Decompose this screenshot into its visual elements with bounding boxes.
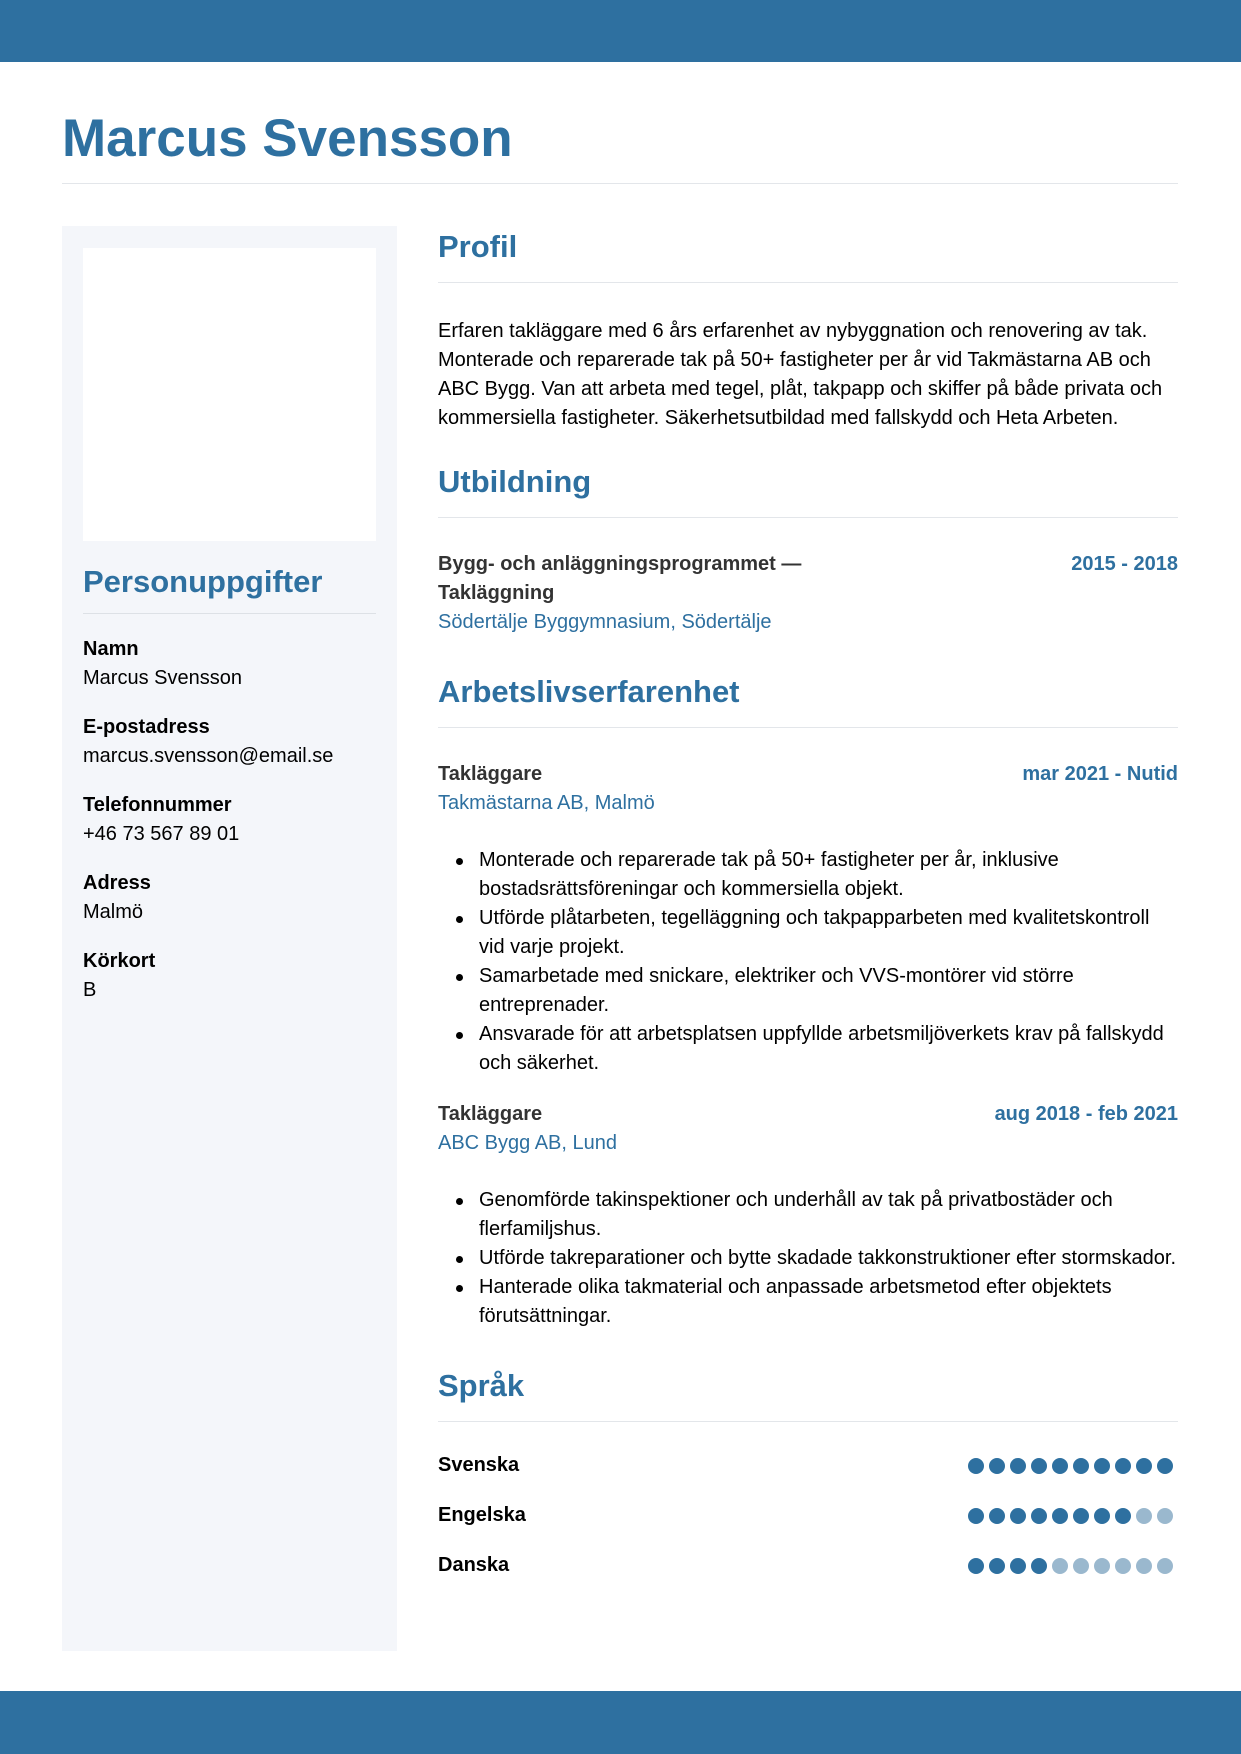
- profile-heading: Profil: [438, 229, 518, 264]
- level-dot-filled: [989, 1458, 1005, 1474]
- experience-entry: [438, 1100, 1178, 1331]
- education-heading: Utbildning: [438, 464, 592, 499]
- level-dot-filled: [989, 1508, 1005, 1524]
- info-value: B: [83, 979, 97, 1001]
- level-dot-filled: [1031, 1558, 1047, 1574]
- language-level-dots: [968, 1458, 1178, 1474]
- level-dot-empty: [1052, 1558, 1068, 1574]
- experience-entry: [438, 760, 1178, 1078]
- language-row: [438, 1551, 1178, 1580]
- level-dot-filled: [1010, 1508, 1026, 1524]
- level-dot-filled: [1010, 1558, 1026, 1574]
- level-dot-empty: [1157, 1508, 1173, 1524]
- language-row: [438, 1451, 1178, 1480]
- personal-info-list: [83, 635, 376, 1025]
- info-value: Marcus Svensson: [83, 667, 242, 689]
- level-dot-filled: [1031, 1458, 1047, 1474]
- info-phone: [83, 791, 376, 869]
- info-email: [83, 713, 376, 791]
- section-divider: [438, 727, 1178, 728]
- education-entry: [438, 550, 1178, 637]
- level-dot-empty: [1136, 1558, 1152, 1574]
- level-dot-empty: [1115, 1558, 1131, 1574]
- level-dot-filled: [1052, 1508, 1068, 1524]
- language-row: [438, 1501, 1178, 1530]
- job-date: mar 2021 - Nutid: [1022, 763, 1178, 785]
- section-divider: [438, 517, 1178, 518]
- info-label: Namn: [83, 638, 139, 660]
- job-company: ABC Bygg AB, Lund: [438, 1132, 618, 1154]
- education-date: 2015 - 2018: [1071, 553, 1178, 575]
- level-dot-filled: [1136, 1458, 1152, 1474]
- level-dot-filled: [1010, 1458, 1026, 1474]
- title-divider: [62, 183, 1178, 184]
- list-item: Utförde plåtarbeten, tegelläggning och takpapparbeten med kvalitetskontroll vid varje projekt.: [438, 904, 1178, 962]
- footer-bar: [0, 1691, 1241, 1754]
- list-item: Genomförde takinspektioner och underhåll av tak på privatbostäder och flerfamiljshus.: [438, 1186, 1178, 1244]
- level-dot-filled: [1094, 1508, 1110, 1524]
- level-dot-filled: [1094, 1458, 1110, 1474]
- education-school: Södertälje Byggymnasium, Södertälje: [438, 611, 772, 633]
- info-address: [83, 869, 376, 947]
- level-dot-filled: [1115, 1508, 1131, 1524]
- info-value: Malmö: [83, 901, 144, 923]
- list-item: Samarbetade med snickare, elektriker och VVS-montörer vid större entreprenader.: [438, 962, 1178, 1020]
- header-bar: [0, 0, 1241, 62]
- job-company: Takmästarna AB, Malmö: [438, 792, 655, 814]
- list-item: Monterade och reparerade tak på 50+ fastigheter per år, inklusive bostadsrättsföreningar och kommersiella objekt.: [438, 846, 1178, 904]
- info-label: Adress: [83, 872, 151, 894]
- level-dot-filled: [1073, 1508, 1089, 1524]
- level-dot-filled: [1115, 1458, 1131, 1474]
- info-label: Körkort: [83, 950, 156, 972]
- sidebar: [62, 226, 397, 1651]
- info-value: +46 73 567 89 01: [83, 823, 240, 845]
- section-divider: [438, 1421, 1178, 1422]
- profile-photo: [83, 248, 376, 541]
- profile-section: [438, 226, 1178, 433]
- education-title: Bygg- och anläggningsprogrammet — Takläggning: [438, 553, 802, 604]
- job-title: Takläggare: [438, 763, 543, 785]
- languages-section: [438, 1365, 1178, 1580]
- experience-section: [438, 671, 1178, 1331]
- profile-text: Erfaren takläggare med 6 års erfarenhet av nybyggnation och renovering av tak. Monterade och reparerade tak på 50+ fastigheter per år vid Takmästarna AB och ABC Bygg. Van att arbeta med tegel, plåt, takpapp och skiffer på både privata och kommersiella fastigheter. Säkerhetsutbildad med fallskydd och Heta Arbeten.: [438, 320, 1163, 429]
- level-dot-filled: [1052, 1458, 1068, 1474]
- level-dot-filled: [1073, 1458, 1089, 1474]
- language-level-dots: [968, 1508, 1178, 1524]
- personal-info-heading: Personuppgifter: [83, 564, 323, 599]
- info-license: [83, 947, 376, 1025]
- languages-heading: Språk: [438, 1368, 525, 1403]
- level-dot-filled: [1031, 1508, 1047, 1524]
- personal-info-divider: [83, 613, 376, 614]
- language-name: Danska: [438, 1554, 510, 1576]
- language-name: Engelska: [438, 1504, 526, 1526]
- education-section: [438, 461, 1178, 637]
- job-date: aug 2018 - feb 2021: [994, 1103, 1178, 1125]
- list-item: Ansvarade för att arbetsplatsen uppfyllde arbetsmiljöverkets krav på fallskydd och säkerhet.: [438, 1020, 1178, 1078]
- experience-heading: Arbetslivserfarenhet: [438, 674, 740, 709]
- list-item: Hanterade olika takmaterial och anpassade arbetsmetod efter objektets förutsättningar.: [438, 1273, 1178, 1331]
- level-dot-empty: [1094, 1558, 1110, 1574]
- page-title: Marcus Svensson: [62, 109, 513, 168]
- info-label: E-postadress: [83, 716, 210, 738]
- section-divider: [438, 282, 1178, 283]
- language-level-dots: [968, 1558, 1178, 1574]
- job-duties: [438, 846, 1178, 1078]
- level-dot-filled: [1157, 1458, 1173, 1474]
- main-content: [438, 226, 1178, 1580]
- level-dot-empty: [1073, 1558, 1089, 1574]
- info-value: marcus.svensson@email.se: [83, 745, 334, 767]
- level-dot-filled: [989, 1558, 1005, 1574]
- info-label: Telefonnummer: [83, 794, 232, 816]
- job-duties: [438, 1186, 1178, 1331]
- list-item: Utförde takreparationer och bytte skadade takkonstruktioner efter stormskador.: [438, 1244, 1178, 1273]
- level-dot-filled: [968, 1458, 984, 1474]
- level-dot-empty: [1136, 1508, 1152, 1524]
- level-dot-empty: [1157, 1558, 1173, 1574]
- language-name: Svenska: [438, 1454, 520, 1476]
- level-dot-filled: [968, 1558, 984, 1574]
- info-name: [83, 635, 376, 713]
- job-title: Takläggare: [438, 1103, 543, 1125]
- level-dot-filled: [968, 1508, 984, 1524]
